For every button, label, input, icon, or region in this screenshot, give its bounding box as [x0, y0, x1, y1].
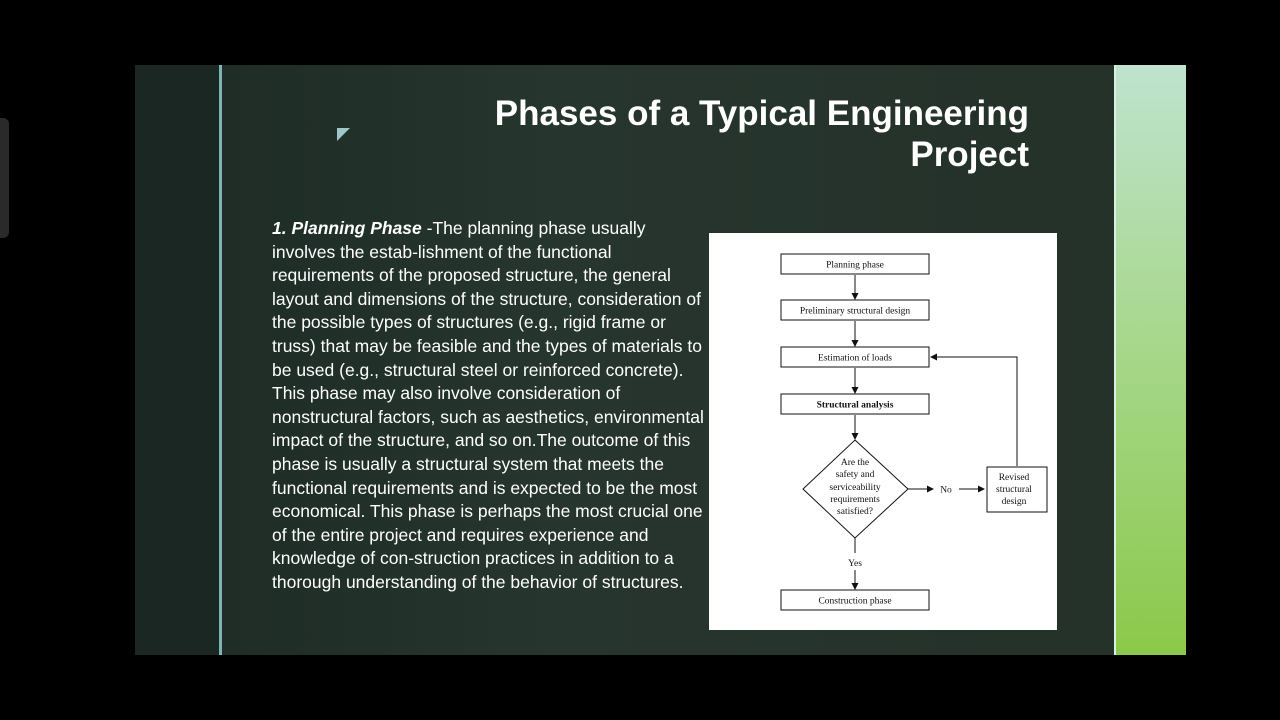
- decision-line5: satisfied?: [837, 507, 873, 517]
- revised-line2: structural: [996, 485, 1032, 495]
- box-construction-label: Construction phase: [818, 596, 892, 607]
- yes-label: Yes: [848, 559, 862, 569]
- revised-line3: design: [1001, 497, 1027, 507]
- phase-heading: 1. Planning Phase: [272, 218, 422, 238]
- decision-line4: requirements: [830, 495, 880, 505]
- slide-title-line2: Project: [910, 135, 1029, 174]
- side-panel-tab[interactable]: [0, 118, 9, 238]
- slide-body-text: [272, 217, 712, 595]
- presentation-slide: [135, 65, 1186, 655]
- phase-description: -The planning phase usually involves the estab-lishment of the functional requirements of the proposed structure, the general layout and dimensions of the structure, consideration of the possible types of structures (e.g., rigid frame or truss) that may be feasible and the types of materials to be used (e.g., structural steel or reinforced concrete). This phase may also involve consideration of nonstructural factors, such as aesthetics, environmental impact of the structure, and so on.The outcome of this phase is usually a structural system that meets the functional requirements and is expected to be the most economical. This phase is perhaps the most crucial one of the entire project and requires experience and knowledge of con-struction practices in addition to a thorough understanding of the behavior of structures.: [272, 218, 704, 592]
- flowchart-svg: [709, 233, 1057, 630]
- revised-line1: Revised: [998, 473, 1030, 483]
- box-analysis-label: Structural analysis: [816, 400, 894, 411]
- slide-left-band: [135, 65, 219, 655]
- box-preliminary-label: Preliminary structural design: [799, 306, 911, 317]
- flowchart-figure: [709, 233, 1057, 630]
- slide-title-line1: Phases of a Typical Engineering: [494, 94, 1029, 133]
- box-loads-label: Estimation of loads: [818, 353, 892, 364]
- no-label: No: [940, 485, 952, 496]
- slide-right-band: [1116, 65, 1186, 655]
- decision-line3: serviceability: [829, 483, 881, 493]
- decision-line1: Are the: [840, 458, 870, 468]
- decision-line2: safety and: [835, 470, 875, 480]
- arrow-feedback: [931, 357, 1017, 466]
- slide-title: [435, 93, 1029, 175]
- box-planning-label: Planning phase: [826, 260, 884, 271]
- decorative-triangle-icon: [337, 128, 350, 141]
- slide-accent-line: [219, 65, 222, 655]
